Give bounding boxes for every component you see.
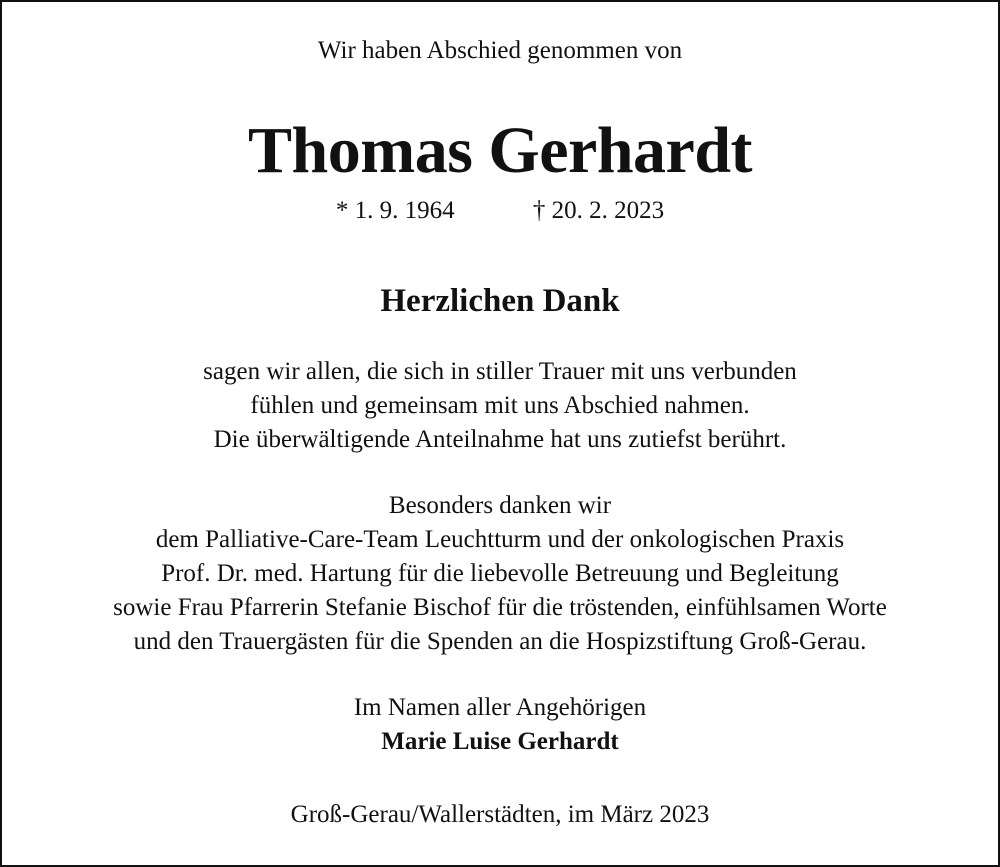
- thanks-paragraph: [2, 355, 998, 457]
- special-thanks-line: Besonders danken wir: [388, 492, 612, 519]
- signer-name: Marie Luise Gerhardt: [381, 728, 619, 755]
- special-thanks-line: und den Trauergästen für die Spenden an die Hospizstiftung Groß-Gerau.: [133, 628, 867, 655]
- thanks-line: Die überwältigende Anteilnahme hat uns zutiefst berührt.: [213, 426, 787, 453]
- thanks-line: sagen wir allen, die sich in stiller Trauer mit uns verbunden: [203, 358, 797, 385]
- special-thanks-paragraph: [2, 489, 998, 659]
- special-thanks-line: sowie Frau Pfarrerin Stefanie Bischof für die tröstenden, einfühlsamen Worte: [113, 594, 887, 621]
- place-and-date: Groß-Gerau/Wallerstädten, im März 2023: [290, 801, 710, 828]
- thanks-line: fühlen und gemeinsam mit uns Abschied nahmen.: [250, 392, 750, 419]
- thanks-heading: Herzlichen Dank: [380, 283, 620, 319]
- deceased-name: Thomas Gerhardt: [248, 114, 752, 187]
- on-behalf-text: Im Namen aller Angehörigen: [353, 694, 647, 721]
- death-date: † 20. 2. 2023: [532, 197, 665, 224]
- special-thanks-line: Prof. Dr. med. Hartung für die liebevolle Betreuung und Begleitung: [161, 560, 839, 587]
- life-dates: [2, 194, 998, 228]
- birth-date: * 1. 9. 1964: [335, 197, 455, 224]
- signature-block: [2, 691, 998, 759]
- special-thanks-line: dem Palliative-Care-Team Leuchtturm und der onkologischen Praxis: [155, 526, 845, 553]
- intro-text: Wir haben Abschied genommen von: [317, 37, 683, 64]
